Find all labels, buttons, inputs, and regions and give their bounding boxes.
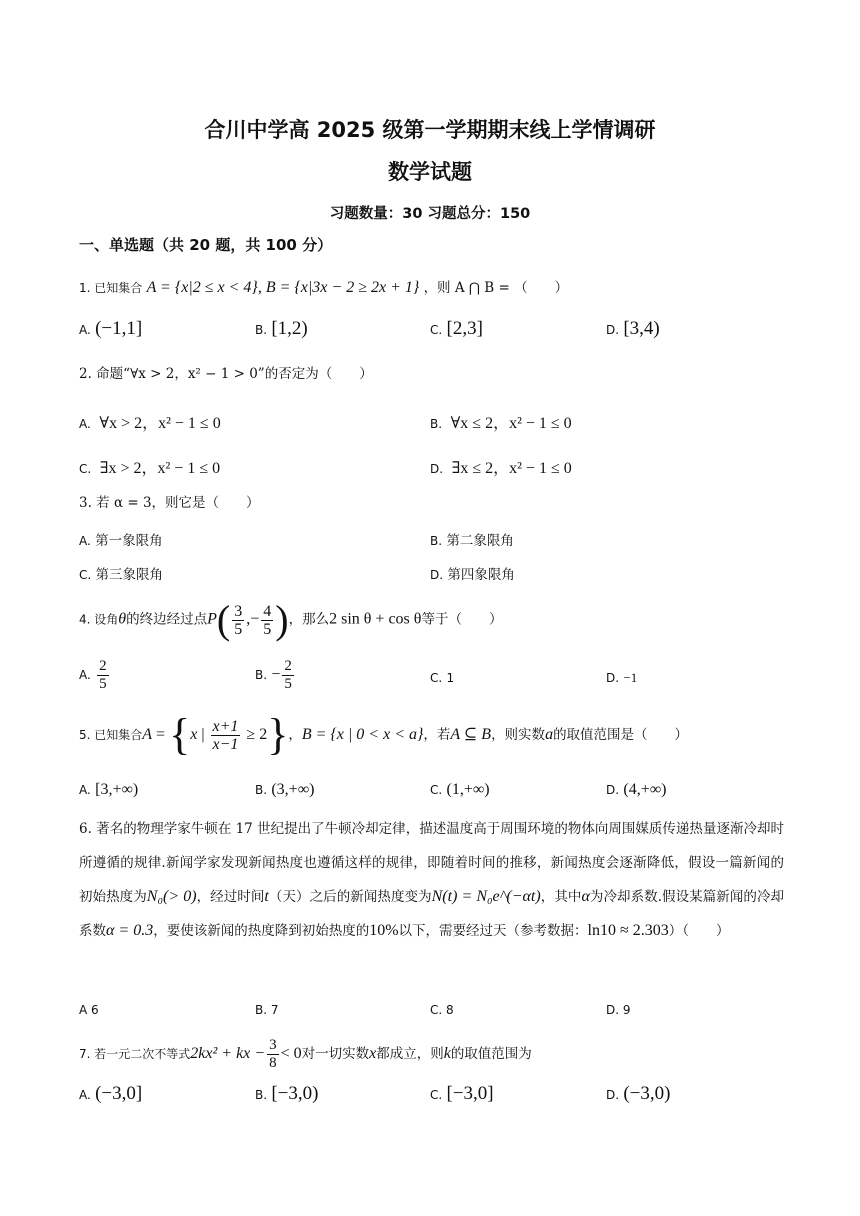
question-6-formula: N(t) = N₀e^(−αt) — [431, 888, 541, 905]
question-3-option-c[interactable]: C. 第三象限角 — [79, 567, 163, 583]
question-1 — [79, 278, 568, 297]
question-7-option-d[interactable]: D. (−3,0) — [606, 1083, 671, 1104]
question-7-option-a[interactable]: A. (−3,0] — [79, 1083, 143, 1104]
question-7-option-b[interactable]: B. [−3,0) — [255, 1083, 319, 1104]
question-7: 7. 若一元二次不等式2kx² + kx − $\frac{3}{8}$ < 0对一切实数x都成立，则k的取值范围为 — [79, 1037, 532, 1071]
question-3: 3. 若 α = 3，则它是（ ） — [79, 495, 260, 511]
question-4-option-b[interactable]: B. − $\frac{2}{5}$ — [255, 658, 292, 692]
question-7-option-c[interactable]: C. [−3,0] — [430, 1083, 494, 1104]
question-2-option-c[interactable]: C. ∃x > 2，x² − 1 ≤ 0 — [79, 460, 221, 477]
question-2-option-d[interactable]: D. ∃x ≤ 2，x² − 1 ≤ 0 — [430, 460, 572, 477]
question-4-expression: 2 sin θ + cos θ — [329, 610, 422, 628]
question-3-option-d[interactable]: D. 第四象限角 — [430, 567, 515, 583]
question-4: 4. 设角θ的终边经过点P( $\frac{3}{5}$ ,− $\frac{4}{5}$ )，那么2 sin θ + cos θ等于（ ） — [79, 597, 503, 642]
question-5-option-c[interactable]: C. (1,+∞) — [430, 781, 490, 798]
question-1-tail: ，则 A ⋂ B = （ ） — [423, 280, 569, 296]
question-3-option-a[interactable]: A. 第一象限角 — [79, 533, 163, 549]
exam-title: 合川中学高 2025 级第一学期期末线上学情调研 — [204, 118, 656, 142]
question-2-option-a[interactable]: A. ∀x > 2，x² − 1 ≤ 0 — [79, 415, 221, 432]
question-3-option-b[interactable]: B. 第二象限角 — [430, 533, 514, 549]
question-4-option-a[interactable]: A. $\frac{2}{5}$ — [79, 658, 107, 692]
question-1-option-a[interactable]: A. (−1,1] — [79, 318, 143, 339]
question-5-option-a[interactable]: A. [3,+∞) — [79, 781, 139, 798]
question-1-number: 1. 已知集合 — [79, 281, 143, 295]
question-1-option-d[interactable]: D. [3,4) — [606, 318, 660, 339]
question-6-option-d[interactable]: D. 9 — [606, 1003, 631, 1017]
question-6: 6. 著名的物理学家牛顿在 17 世纪提出了牛顿冷却定律，描述温度高于周围环境的物体向周围媒质传递热量逐渐冷却时所遵循的规律.新闻学家发现新闻热度也遵循这样的规律，即随着时间的推移，新闻热度会逐渐降低，假设一篇新闻的初始热度为N₀(> 0)，经过时间t（天）之后的新闻热度变为N(t) = N₀e^(−αt)，其中α为冷却系数.假设某篇新闻的冷却系数α = 0.3，要使该新闻的热度降到初始热度的10%以下，需要经过天（参考数据：ln10 ≈ 2.303）（ ） — [79, 821, 785, 939]
question-4-option-d[interactable]: D. −1 — [606, 670, 638, 685]
question-1-sets: A = {x|2 ≤ x < 4}, B = {x|3x − 2 ≥ 2x + 1} — [146, 279, 420, 296]
exam-meta: 习题数量：30 习题总分：150 — [329, 206, 531, 222]
question-5: 5. 已知集合A = {x | $\frac{x+1}{x-1}$ ≥ 2}，B = {x | 0 < x < a}，若A ⊆ B，则实数a的取值范围是（ ） — [79, 710, 689, 759]
question-4-option-c[interactable]: C. 1 — [430, 671, 455, 685]
question-5-set-b: B = {x | 0 < x < a} — [301, 725, 424, 743]
question-6-option-c[interactable]: C. 8 — [430, 1003, 454, 1017]
question-2: 2. 命题“∀x > 2，x² − 1 > 0”的否定为（ ） — [79, 366, 373, 382]
question-5-option-d[interactable]: D. (4,+∞) — [606, 781, 667, 798]
subject-title: 数学试题 — [388, 160, 472, 184]
question-2-option-b[interactable]: B. ∀x ≤ 2，x² − 1 ≤ 0 — [430, 415, 572, 432]
question-1-option-b[interactable]: B. [1,2) — [255, 318, 308, 339]
question-6-option-b[interactable]: B. 7 — [255, 1003, 279, 1017]
question-1-option-c[interactable]: C. [2,3] — [430, 318, 483, 339]
section-heading: 一、单选题（共 20 题，共 100 分） — [79, 236, 333, 254]
question-6-option-a[interactable]: A 6 — [79, 1003, 99, 1017]
question-5-option-b[interactable]: B. (3,+∞) — [255, 781, 315, 798]
